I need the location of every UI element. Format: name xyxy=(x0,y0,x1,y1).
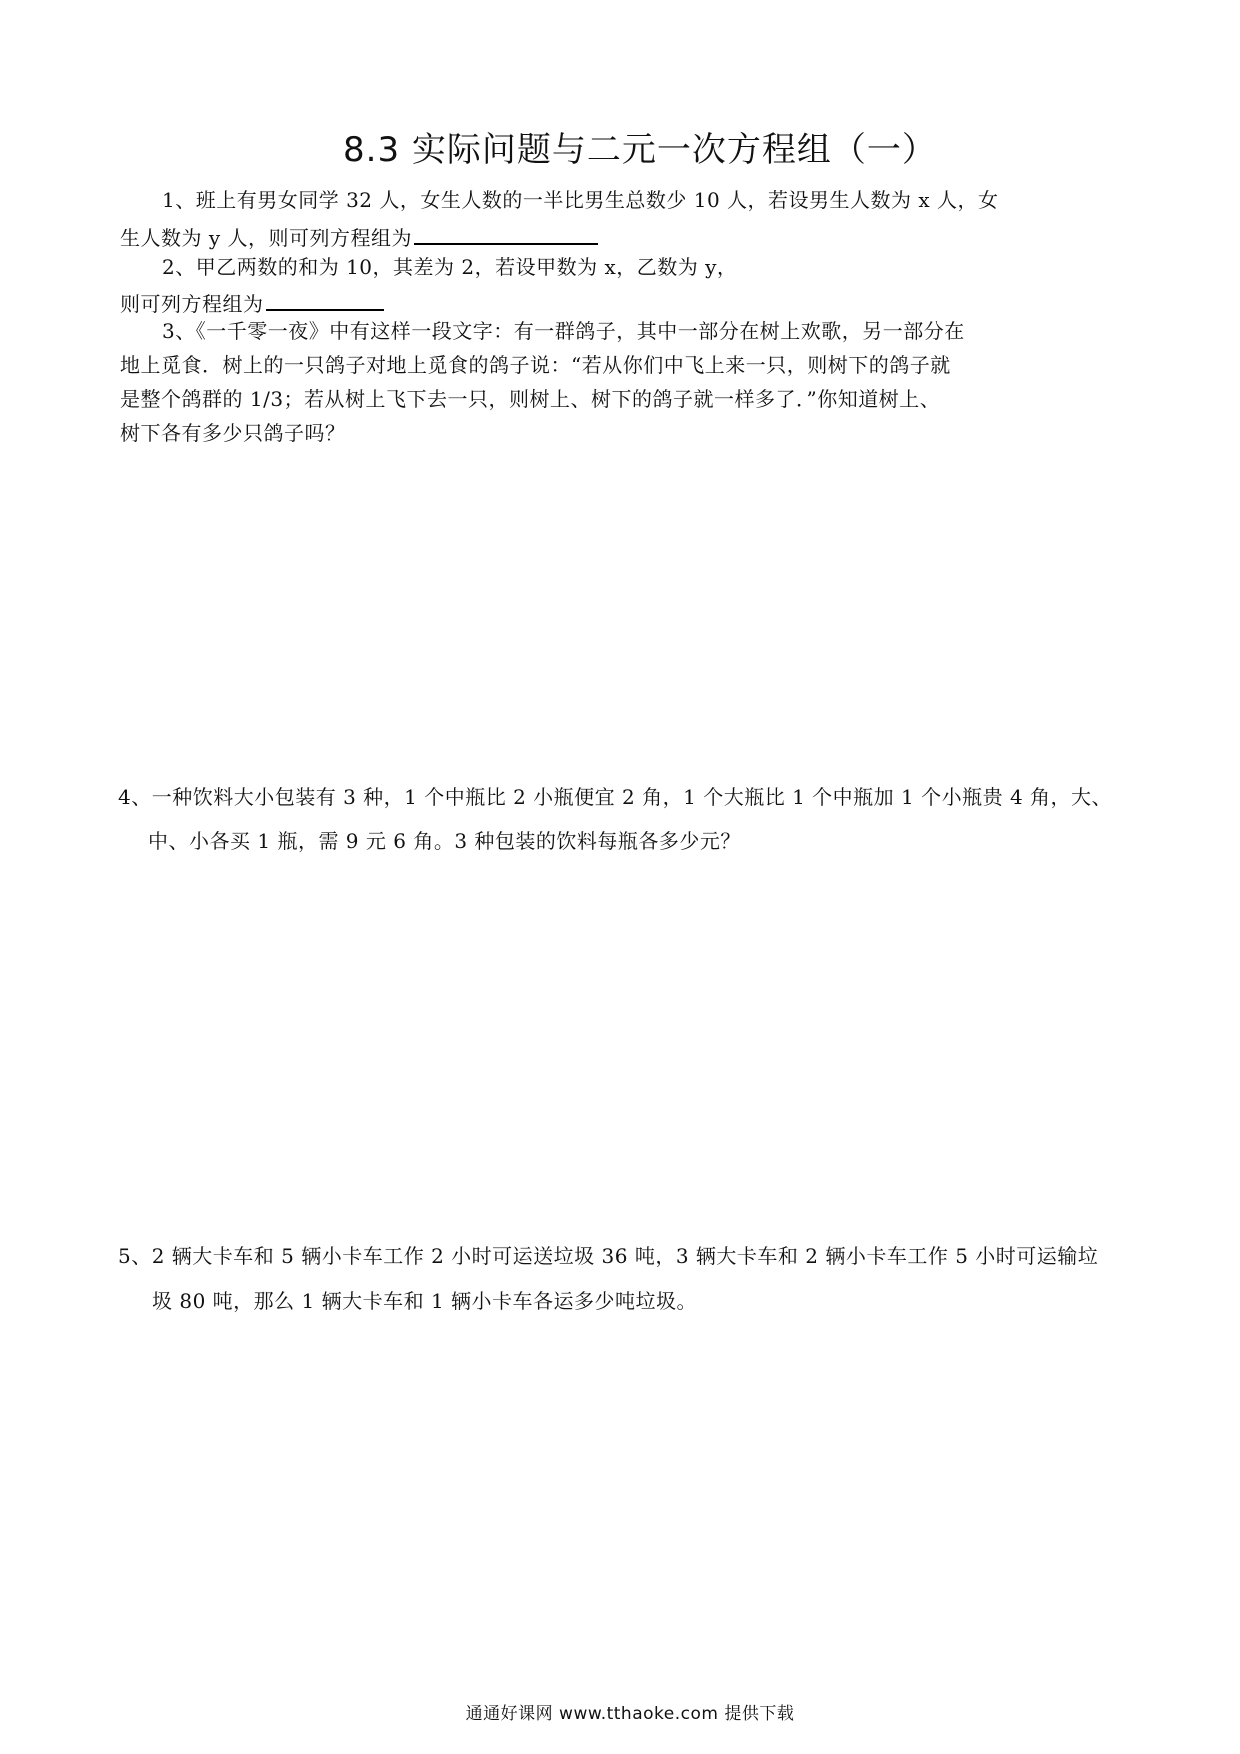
question-3-line-3: 是整个鸽群的 1/3；若从树上飞下去一只，则树上、树下的鸽子就一样多了．”你知道树上、 xyxy=(120,387,941,411)
question-5-line-2: 圾 80 吨，那么 1 辆大卡车和 1 辆小卡车各运多少吨垃圾。 xyxy=(152,1289,698,1313)
question-3-line-1: 3、《一千零一夜》中有这样一段文字：有一群鸽子，其中一部分在树上欢歌，另一部分在 xyxy=(162,319,965,343)
question-1-line-2-text: 生人数为 y 人，则可列方程组为 xyxy=(120,226,413,250)
answer-blank-1[interactable] xyxy=(414,221,598,245)
answer-blank-2[interactable] xyxy=(266,287,384,311)
question-2-line-2 xyxy=(120,287,384,318)
question-5-line-1: 5、2 辆大卡车和 5 辆小卡车工作 2 小时可运送垃圾 36 吨，3 辆大卡车和 2 辆小卡车工作 5 小时可运输垃 xyxy=(118,1244,1099,1268)
question-1-line-2 xyxy=(120,221,598,252)
page-footer: 通通好课网 www.tthaoke.com 提供下载 xyxy=(465,1704,795,1724)
question-4-line-1: 4、一种饮料大小包装有 3 种，1 个中瓶比 2 小瓶便宜 2 角，1 个大瓶比 1 个中瓶加 1 个小瓶贵 4 角，大、 xyxy=(118,785,1113,809)
question-2-line-2-text: 则可列方程组为 xyxy=(120,292,264,316)
question-2-line-1: 2、甲乙两数的和为 10，其差为 2，若设甲数为 x，乙数为 y， xyxy=(162,255,738,279)
page-title: 8.3 实际问题与二元一次方程组（一） xyxy=(343,130,937,170)
question-3-line-4: 树下各有多少只鸽子吗？ xyxy=(120,421,346,445)
question-3-line-2: 地上觅食．树上的一只鸽子对地上觅食的鸽子说：“若从你们中飞上来一只，则树下的鸽子就 xyxy=(120,353,951,377)
question-1-line-1: 1、班上有男女同学 32 人，女生人数的一半比男生总数少 10 人，若设男生人数为 x 人，女 xyxy=(162,188,999,212)
question-4-line-2: 中、小各买 1 瓶，需 9 元 6 角。3 种包装的饮料每瓶各多少元？ xyxy=(148,829,741,853)
